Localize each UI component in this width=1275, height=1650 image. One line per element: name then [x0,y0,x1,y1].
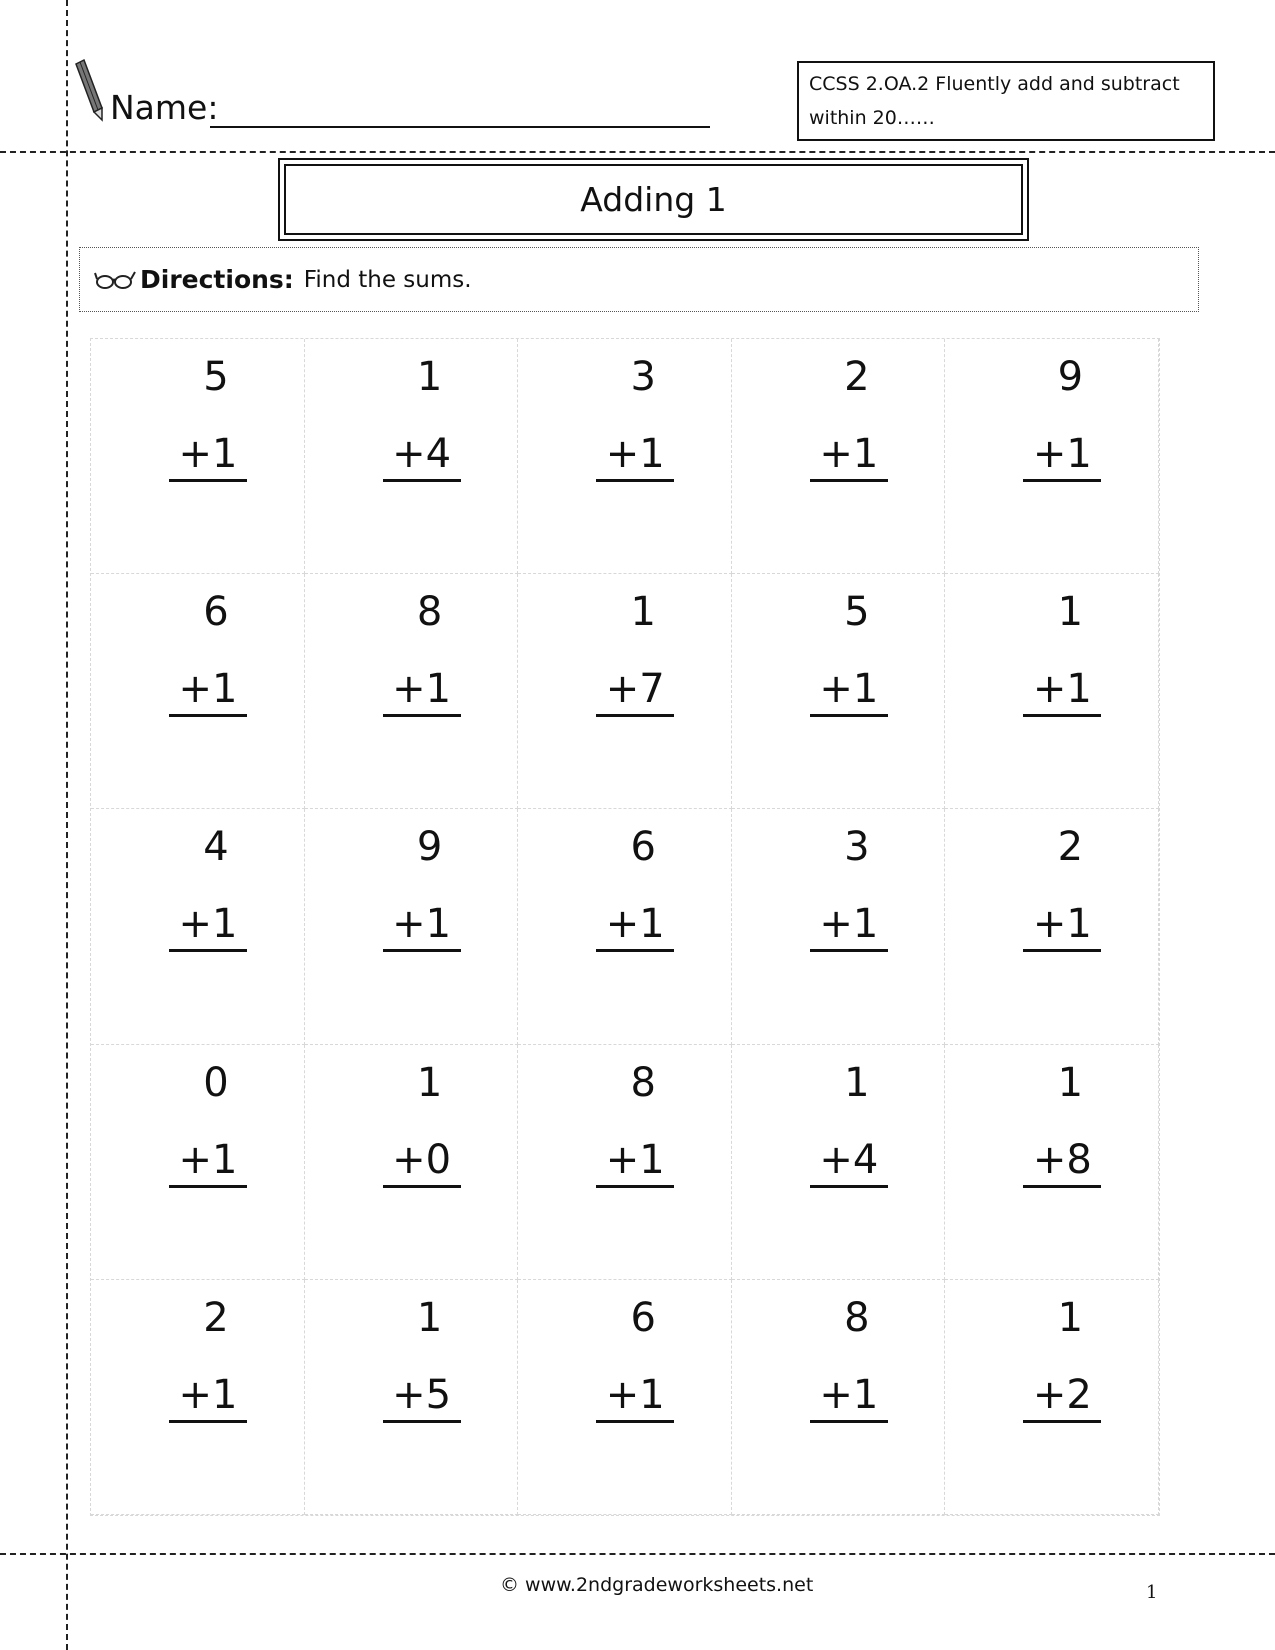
addend-top: 1 [1057,1059,1084,1106]
page-title: Adding 1 [580,180,727,219]
addend-bottom: +1 [810,666,888,717]
page-number: 1 [1146,1582,1158,1603]
addend-top: 5 [844,589,870,636]
addend-bottom: +8 [1023,1137,1101,1188]
addend-top: 1 [1057,1294,1084,1341]
problem-cell[interactable] [91,1045,305,1280]
problem-cell[interactable] [732,1045,946,1280]
addend-top: 3 [630,354,656,400]
addend-top: 2 [1057,824,1084,871]
addend-top: 0 [203,1059,229,1106]
addend-top: 3 [844,824,870,871]
name-label: Name: [110,88,219,127]
problem-cell[interactable] [732,809,946,1044]
addend-top: 1 [630,589,656,636]
addend-bottom: +1 [383,901,461,952]
addend-bottom: +1 [596,1137,674,1188]
addend-bottom: +1 [169,666,247,717]
addend-top: 2 [203,1294,229,1341]
problem-cell[interactable] [305,1045,519,1280]
directions-text: Find the sums. [303,266,472,293]
addend-top: 1 [1057,589,1084,636]
problem-cell[interactable] [305,1280,519,1515]
addend-bottom: +4 [810,1137,888,1188]
addend-bottom: +1 [169,901,247,952]
addend-top: 2 [844,354,870,400]
addend-bottom: +1 [810,901,888,952]
glasses-icon [94,268,136,292]
problem-cell[interactable] [305,574,519,809]
addend-bottom: +1 [596,901,674,952]
addend-top: 6 [203,589,229,636]
addend-bottom: +0 [383,1137,461,1188]
problem-cell[interactable] [305,809,519,1044]
problem-cell[interactable] [91,339,305,574]
addend-bottom: +1 [810,431,888,482]
addend-bottom: +1 [169,431,247,482]
addend-bottom: +2 [1023,1372,1101,1423]
problem-cell[interactable] [305,339,519,574]
addend-bottom: +1 [169,1137,247,1188]
addend-top: 8 [416,589,443,636]
addend-top: 1 [416,354,443,400]
addend-bottom: +1 [169,1372,247,1423]
problem-cell[interactable] [945,574,1159,809]
addend-top: 9 [416,824,443,871]
problem-cell[interactable] [518,809,732,1044]
copyright-text: © www.2ndgradeworksheets.net [500,1574,814,1596]
problem-cell[interactable] [945,1045,1159,1280]
addend-bottom: +1 [1023,666,1101,717]
directions-box [79,247,1199,312]
problem-cell[interactable] [518,339,732,574]
problem-cell[interactable] [518,1045,732,1280]
problem-cell[interactable] [945,1280,1159,1515]
bottom-cut-line [0,1553,1275,1555]
left-margin-line [66,0,68,1650]
addend-top: 9 [1057,354,1084,400]
addend-bottom: +5 [383,1372,461,1423]
addend-bottom: +1 [596,431,674,482]
problem-cell[interactable] [732,574,946,809]
problem-cell[interactable] [91,574,305,809]
addend-bottom: +1 [1023,431,1101,482]
problem-cell[interactable] [518,1280,732,1515]
problem-cell[interactable] [945,809,1159,1044]
addend-top: 4 [203,824,229,871]
addend-bottom: +1 [383,666,461,717]
problem-cell[interactable] [91,1280,305,1515]
pencil-icon [72,58,108,122]
top-cut-line [0,151,1275,153]
problem-cell[interactable] [518,574,732,809]
directions-label: Directions: [140,265,294,294]
name-field[interactable] [210,126,710,128]
problem-cell[interactable] [732,1280,946,1515]
addend-bottom: +4 [383,431,461,482]
addend-bottom: +1 [810,1372,888,1423]
addend-bottom: +7 [596,666,674,717]
problem-cell[interactable] [732,339,946,574]
addend-top: 6 [630,824,656,871]
addend-top: 5 [203,354,229,400]
addend-top: 6 [630,1294,656,1341]
problem-cell[interactable] [91,809,305,1044]
addend-top: 8 [844,1294,870,1341]
problems-grid [90,338,1160,1516]
problem-cell[interactable] [945,339,1159,574]
addend-top: 1 [416,1294,443,1341]
addend-top: 8 [630,1059,656,1106]
addend-bottom: +1 [1023,901,1101,952]
standard-box: CCSS 2.OA.2 Fluently add and subtract within 20…… [797,61,1215,141]
addend-top: 1 [416,1059,443,1106]
title-box [278,158,1029,241]
addend-top: 1 [844,1059,870,1106]
addend-bottom: +1 [596,1372,674,1423]
